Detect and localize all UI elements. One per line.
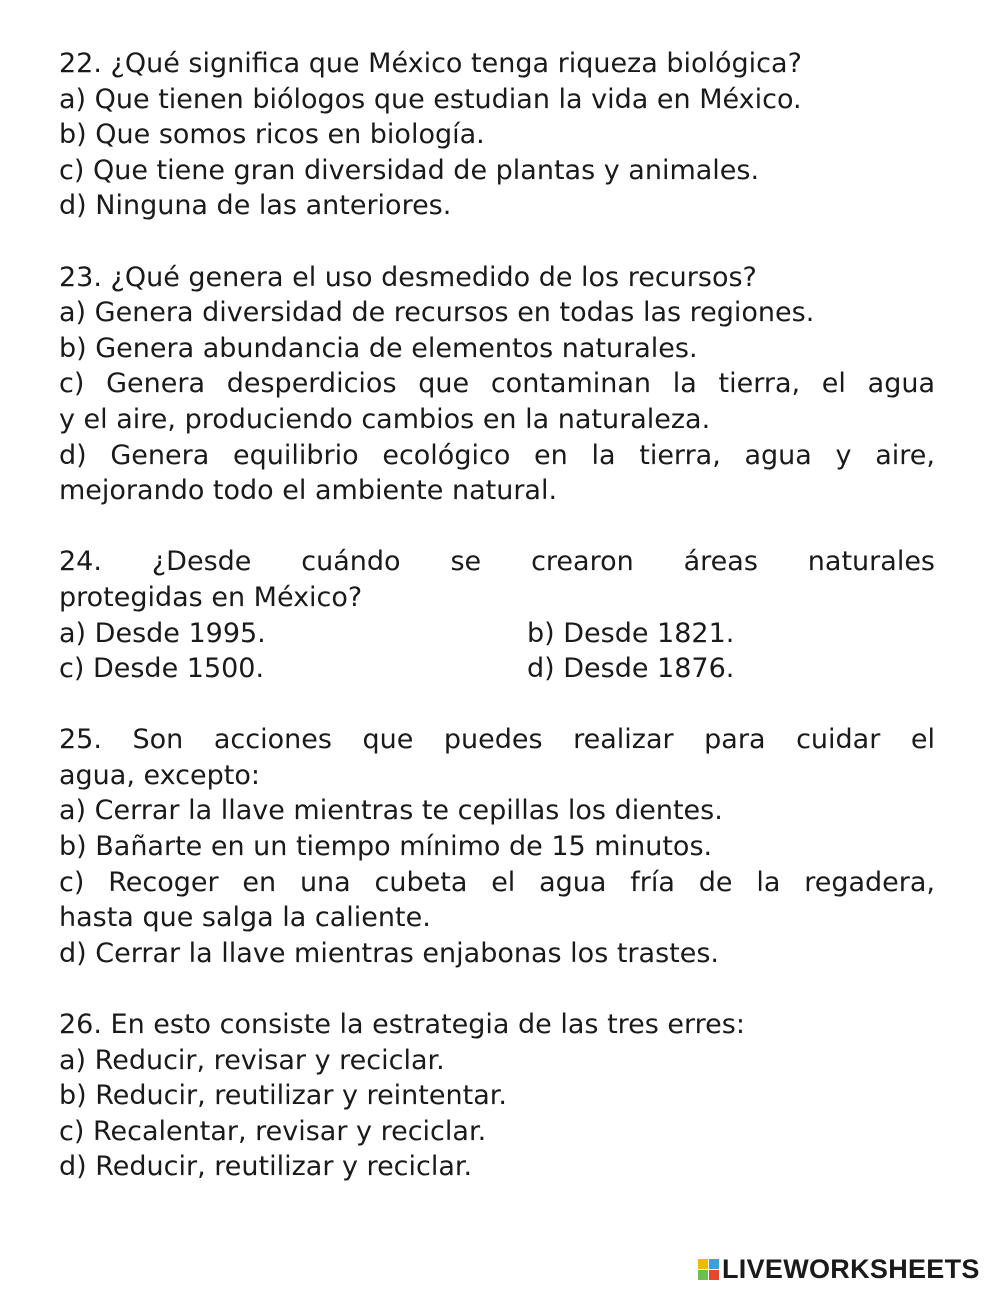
question-stem: 23. ¿Qué genera el uso desmedido de los recursos? — [59, 261, 757, 293]
option-d[interactable]: d) Reducir, reutilizar y reciclar. — [59, 1151, 473, 1183]
logo-square-2 — [709, 1259, 719, 1269]
question-stem: 22. ¿Qué significa que México tenga riqueza biológica? — [59, 48, 802, 79]
option-a[interactable]: a) Reducir, revisar y reciclar. — [59, 1044, 445, 1076]
option-d-line-1: d) Genera equilibrio ecológico en la tierra, agua y aire, — [59, 439, 935, 471]
spacer — [59, 971, 935, 1007]
option-b[interactable]: b) Genera abundancia de elementos naturales. — [59, 332, 698, 364]
option-d[interactable]: d) Desde 1876. — [527, 653, 735, 685]
options-row-2 — [59, 651, 935, 687]
option-c-line-1: c) Recoger en una cubeta el agua fría de la regadera, — [59, 866, 935, 898]
option-c-line-2: y el aire, produciendo cambios en la naturaleza. — [59, 403, 711, 435]
option-c[interactable] — [59, 366, 935, 437]
option-d[interactable] — [59, 438, 935, 509]
question-stem-line-1: 25. Son acciones que puedes realizar para cuidar el — [59, 724, 935, 756]
option-d-line-2: mejorando todo el ambiente natural. — [59, 475, 558, 507]
options-row-1 — [59, 616, 935, 652]
option-d[interactable]: d) Ninguna de las anteriores. — [59, 190, 452, 222]
spacer — [59, 509, 935, 545]
question-25 — [59, 722, 935, 971]
question-24 — [59, 544, 935, 686]
question-26 — [59, 1007, 935, 1185]
option-b[interactable]: b) Reducir, reutilizar y reintentar. — [59, 1080, 507, 1112]
option-b[interactable]: b) Que somos ricos en biología. — [59, 119, 485, 151]
option-a[interactable]: a) Cerrar la llave mientras te cepillas los dientes. — [59, 795, 723, 827]
question-stem: 26. En esto consiste la estrategia de las tres erres: — [59, 1009, 745, 1041]
option-a[interactable]: a) Que tienen biólogos que estudian la vida en México. — [59, 83, 802, 115]
question-stem-line-1: 24. ¿Desde cuándo se crearon áreas naturales — [59, 546, 935, 578]
option-d[interactable]: d) Cerrar la llave mientras enjabonas los trastes. — [59, 937, 719, 969]
option-c-line-1: c) Genera desperdicios que contaminan la tierra, el agua — [59, 368, 935, 400]
option-c[interactable]: c) Recalentar, revisar y reciclar. — [59, 1115, 487, 1147]
question-22 — [59, 46, 935, 224]
worksheet-content — [59, 46, 935, 1185]
option-c[interactable]: c) Desde 1500. — [59, 653, 265, 685]
option-c[interactable]: c) Que tiene gran diversidad de plantas y animales. — [59, 154, 760, 186]
option-b[interactable]: b) Desde 1821. — [527, 617, 735, 649]
option-c-line-2: hasta que salga la caliente. — [59, 902, 431, 934]
option-b[interactable]: b) Bañarte en un tiempo mínimo de 15 minutos. — [59, 831, 713, 863]
liveworksheets-watermark — [698, 1254, 980, 1284]
question-stem-line-2: agua, excepto: — [59, 759, 260, 791]
question-23 — [59, 260, 935, 509]
watermark-text: LIVEWORKSHEETS — [722, 1253, 980, 1284]
option-c[interactable] — [59, 865, 935, 936]
spacer — [59, 687, 935, 723]
logo-square-1 — [698, 1259, 708, 1269]
question-stem-line-2: protegidas en México? — [59, 581, 363, 613]
liveworksheets-logo-icon — [698, 1259, 719, 1280]
logo-square-3 — [698, 1270, 708, 1280]
option-a[interactable]: a) Genera diversidad de recursos en todas las regiones. — [59, 297, 815, 329]
logo-square-4 — [709, 1270, 719, 1280]
option-a[interactable]: a) Desde 1995. — [59, 617, 266, 649]
spacer — [59, 224, 935, 260]
